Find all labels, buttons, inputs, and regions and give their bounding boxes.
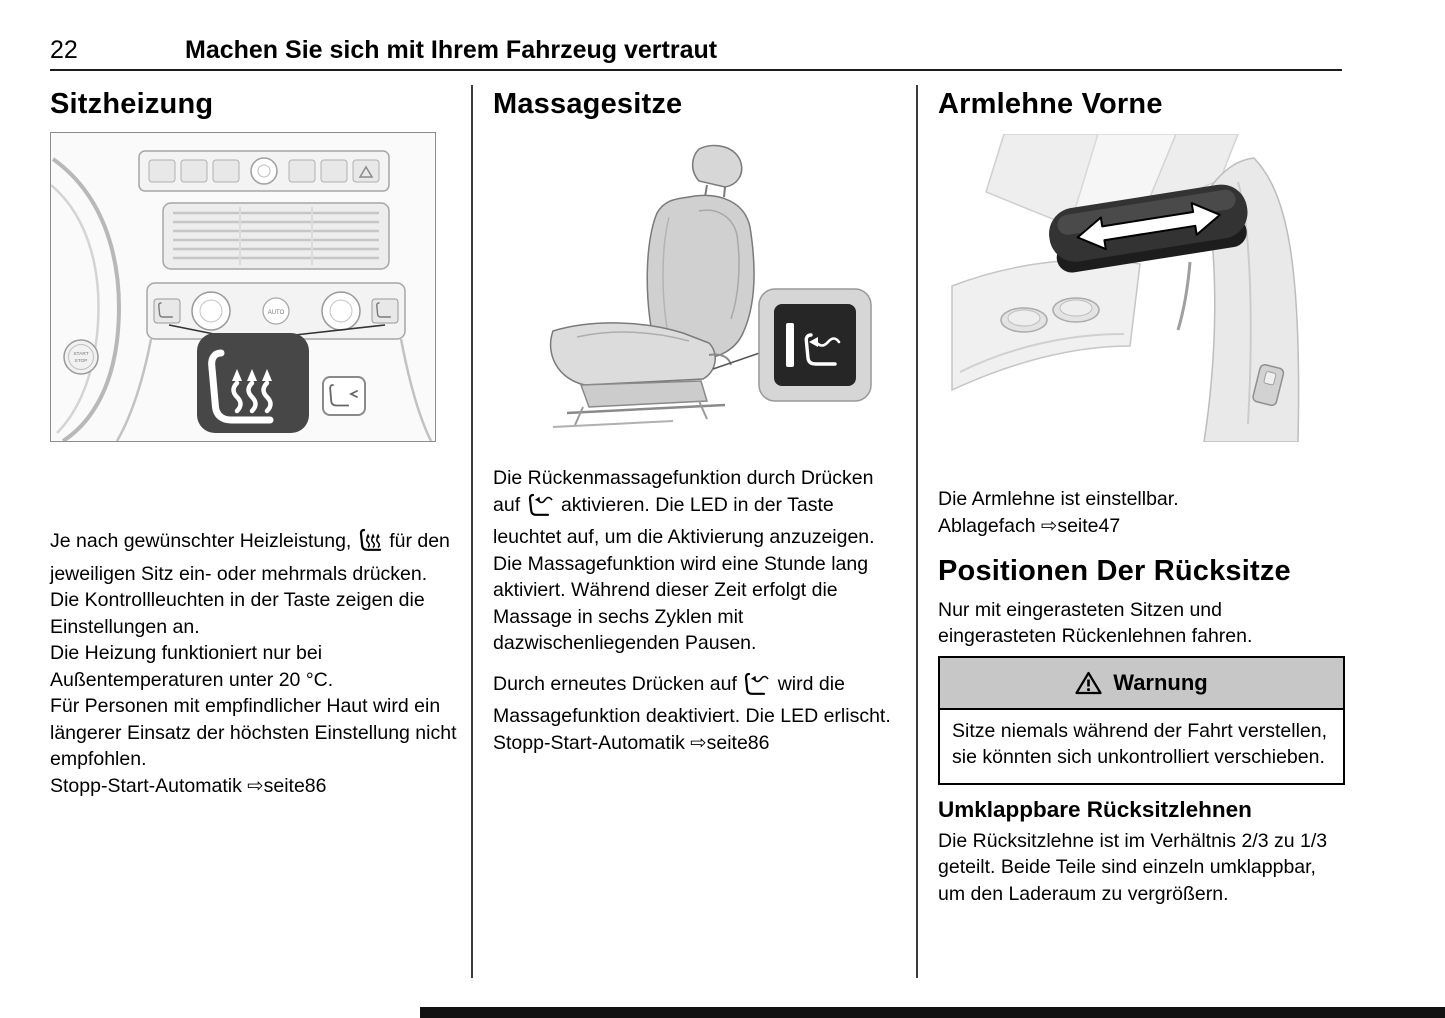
center-console-illustration: [51, 133, 435, 441]
ruecksitze-text-2: [938, 828, 1345, 908]
massage-seat-icon: [744, 672, 770, 704]
page-reference: ⇨seite86: [690, 731, 770, 754]
massagesitze-text: [493, 465, 900, 756]
cross-reference: [493, 730, 900, 757]
led-bar-icon: [786, 323, 794, 367]
left-seat-heat-button-icon: [154, 299, 180, 323]
page-reference: ⇨seite86: [247, 774, 327, 797]
armrest-illustration: [938, 134, 1334, 442]
heated-seat-icon: [359, 528, 382, 561]
massage-seat-illustration: [493, 139, 893, 435]
massage-seat-figure: [493, 139, 893, 435]
start-stop-label: STOP: [74, 359, 88, 365]
text-run: Die Rückenmassagefunktion durch Drücken auf: [493, 467, 874, 516]
paragraph: Nur mit eingerasteten Sitzen und eingerasteten Rückenlehnen fahren.: [938, 598, 1253, 648]
sitzheizung-text: [50, 528, 457, 799]
text-run: wird die Massagefunktion deaktiviert. Die LED erlischt.: [493, 672, 891, 728]
heated-seat-button-icon: [197, 333, 309, 433]
text-run: Ablagefach: [938, 514, 1036, 537]
text-run: Stopp-Start-Automatik: [50, 774, 242, 797]
start-stop-label: START: [73, 352, 89, 358]
paragraph: Die Massagefunktion wird eine Stunde lang aktiviert. Während dieser Zeit erfolgt die Massage in sechs Zyklen mit dazwischenliegenden Pausen.: [493, 552, 869, 655]
column-divider: [916, 85, 918, 978]
page-number: 22: [50, 36, 78, 64]
text-run: Stopp-Start-Automatik: [493, 731, 685, 754]
warning-title: Warnung: [1113, 669, 1208, 695]
warning-icon: [1075, 671, 1102, 695]
section-armlehne: [938, 88, 1345, 907]
paragraph: Die Heizung funktioniert nur bei Außentemperaturen unter 20 °C.: [50, 642, 334, 691]
sub-title-umklappbare: Umklappbare Rücksitzlehnen: [938, 796, 1252, 822]
page-header-title: Machen Sie sich mit Ihrem Fahrzeug vertraut: [185, 36, 718, 64]
column-divider: [471, 85, 473, 978]
start-stop-button-icon: [64, 340, 98, 374]
text-run: aktivieren. Die LED in der Taste leuchtet auf, um die Aktivierung anzuzeigen.: [493, 493, 875, 549]
center-console-figure: [50, 132, 436, 442]
paragraph: Für Personen mit empfindlicher Haut wird ein längerer Einsatz der höchsten Einstellung nicht empfohlen.: [50, 695, 457, 771]
paragraph: [50, 528, 457, 640]
armrest-figure: [938, 134, 1334, 442]
side-button-icon: [323, 377, 365, 415]
text-run: für den jeweiligen Sitz ein- oder mehrmals drücken. Die Kontrollleuchten in der Taste zeigen die Einstellungen an.: [50, 530, 450, 638]
section-title-armlehne: Armlehne Vorne: [938, 88, 1163, 120]
paragraph: [493, 465, 900, 551]
warning-header: [940, 658, 1343, 710]
massage-seat-icon: [528, 493, 554, 525]
armlehne-text: [938, 486, 1345, 539]
auto-label: AUTO: [267, 310, 285, 317]
text-run: Durch erneutes Drücken auf: [493, 672, 737, 695]
right-seat-heat-button-icon: [372, 299, 398, 323]
cross-reference: [938, 513, 1345, 540]
paragraph: Die Rücksitzlehne ist im Verhältnis 2/3 zu 1/3 geteilt. Beide Teile sind einzeln umklappbar, um den Laderaum zu vergrößern.: [938, 829, 1328, 905]
header-rule: [50, 69, 1342, 71]
section-massagesitze: [493, 88, 900, 756]
paragraph: Die Armlehne ist einstellbar.: [938, 488, 1179, 511]
massage-button-callout-icon: [759, 289, 871, 401]
warning-box: [938, 656, 1345, 785]
text-run: Je nach gewünschter Heizleistung,: [50, 530, 352, 553]
section-title-massagesitze: Massagesitze: [493, 88, 683, 120]
section-title-sitzheizung: Sitzheizung: [50, 88, 214, 120]
section-title-ruecksitze: Positionen Der Rücksitze: [938, 555, 1291, 588]
ruecksitze-text: [938, 597, 1345, 650]
cross-reference: [50, 773, 457, 800]
page-reference: ⇨seite47: [1041, 514, 1121, 537]
section-sitzheizung: [50, 88, 457, 799]
warning-body: Sitze niemals während der Fahrt verstellen, sie könnten sich unkontrolliert verschieben.: [940, 710, 1343, 783]
paragraph: [493, 671, 900, 730]
page-bottom-bar: [420, 1007, 1445, 1018]
